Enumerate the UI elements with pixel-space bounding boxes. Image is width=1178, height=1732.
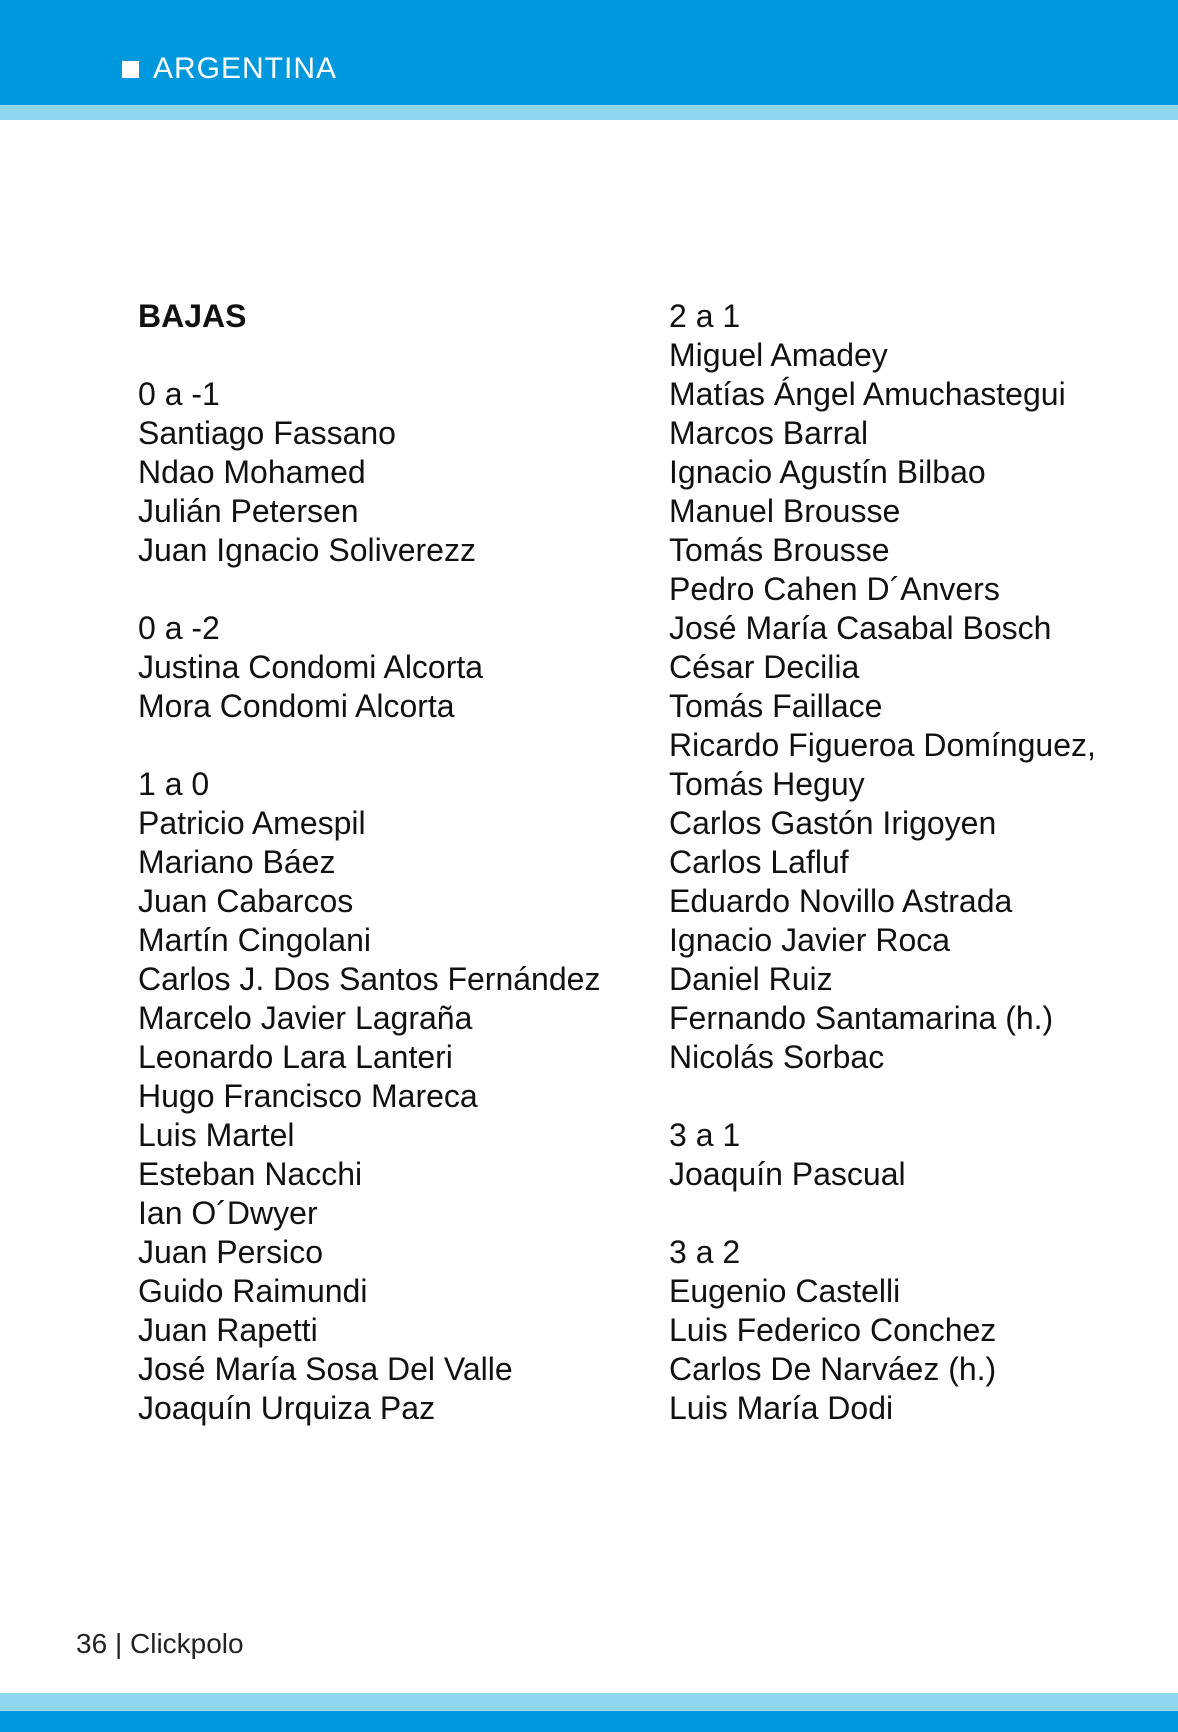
handicap-group bbox=[138, 375, 638, 570]
player-name: Daniel Ruiz bbox=[669, 961, 833, 997]
footer-band bbox=[0, 1711, 1178, 1732]
handicap-change-label: 3 a 2 bbox=[669, 1234, 741, 1270]
player-name: Carlos J. Dos Santos Fernández bbox=[138, 961, 601, 997]
player-name: César Decilia bbox=[669, 649, 860, 685]
handicap-change-label: 0 a -1 bbox=[138, 376, 220, 412]
player-name: Santiago Fassano bbox=[138, 415, 396, 451]
player-name: Carlos Gastón Irigoyen bbox=[669, 805, 997, 841]
player-name: Luis Martel bbox=[138, 1117, 295, 1153]
player-name: Ricardo Figueroa Domínguez, bbox=[669, 727, 1096, 763]
player-name: Miguel Amadey bbox=[669, 337, 888, 373]
player-name: Tomás Heguy bbox=[669, 766, 865, 802]
player-name: Leonardo Lara Lanteri bbox=[138, 1039, 453, 1075]
player-name: Julián Petersen bbox=[138, 493, 359, 529]
footer-separator: | bbox=[114, 1628, 123, 1659]
player-name: Eduardo Novillo Astrada bbox=[669, 883, 1013, 919]
handicap-change-label: 3 a 1 bbox=[669, 1117, 741, 1153]
player-name: Eugenio Castelli bbox=[669, 1273, 901, 1309]
handicap-change-label: 2 a 1 bbox=[669, 298, 741, 334]
player-name: Ndao Mohamed bbox=[138, 454, 366, 490]
player-name: Manuel Brousse bbox=[669, 493, 901, 529]
handicap-group bbox=[669, 297, 1149, 1077]
player-name: Tomás Faillace bbox=[669, 688, 883, 724]
player-name: Martín Cingolani bbox=[138, 922, 371, 958]
player-name: Juan Cabarcos bbox=[138, 883, 354, 919]
player-name: Tomás Brousse bbox=[669, 532, 890, 568]
player-name: Ignacio Javier Roca bbox=[669, 922, 951, 958]
handicap-group bbox=[138, 609, 638, 726]
player-name: Marcelo Javier Lagraña bbox=[138, 1000, 473, 1036]
player-name: Patricio Amespil bbox=[138, 805, 366, 841]
player-name: Juan Rapetti bbox=[138, 1312, 318, 1348]
header-square-icon bbox=[122, 61, 139, 78]
page-footer bbox=[76, 1627, 244, 1661]
publication-name: Clickpolo bbox=[130, 1628, 244, 1659]
player-name: Mariano Báez bbox=[138, 844, 336, 880]
player-name: Luis Federico Conchez bbox=[669, 1312, 997, 1348]
handicap-group bbox=[138, 765, 638, 1428]
player-name: Luis María Dodi bbox=[669, 1390, 894, 1426]
section-title: BAJAS bbox=[138, 298, 247, 334]
right-column bbox=[669, 297, 1149, 1428]
player-name: Carlos De Narváez (h.) bbox=[669, 1351, 997, 1387]
player-name: Carlos Lafluf bbox=[669, 844, 849, 880]
player-name: Justina Condomi Alcorta bbox=[138, 649, 484, 685]
left-groups bbox=[138, 375, 638, 1428]
header-stripe bbox=[0, 105, 1178, 120]
handicap-change-label: 0 a -2 bbox=[138, 610, 220, 646]
player-name: Pedro Cahen D´Anvers bbox=[669, 571, 1000, 607]
player-name: Joaquín Urquiza Paz bbox=[138, 1390, 436, 1426]
player-name: Matías Ángel Amuchastegui bbox=[669, 376, 1066, 412]
player-name: Joaquín Pascual bbox=[669, 1156, 906, 1192]
section-header-title: ARGENTINA bbox=[153, 52, 338, 85]
player-name: Mora Condomi Alcorta bbox=[138, 688, 455, 724]
handicap-group bbox=[669, 1116, 1149, 1194]
player-name: Ian O´Dwyer bbox=[138, 1195, 318, 1231]
player-name: Fernando Santamarina (h.) bbox=[669, 1000, 1054, 1036]
player-name: Marcos Barral bbox=[669, 415, 869, 451]
footer-stripe bbox=[0, 1693, 1178, 1711]
player-name: Hugo Francisco Mareca bbox=[138, 1078, 478, 1114]
player-name: Esteban Nacchi bbox=[138, 1156, 363, 1192]
handicap-change-label: 1 a 0 bbox=[138, 766, 210, 802]
player-name: José María Casabal Bosch bbox=[669, 610, 1052, 646]
right-groups bbox=[669, 297, 1149, 1428]
player-name: Juan Ignacio Soliverezz bbox=[138, 532, 476, 568]
page-number: 36 bbox=[76, 1628, 108, 1659]
player-name: José María Sosa Del Valle bbox=[138, 1351, 513, 1387]
left-column bbox=[138, 297, 638, 1428]
player-name: Nicolás Sorbac bbox=[669, 1039, 885, 1075]
player-name: Guido Raimundi bbox=[138, 1273, 368, 1309]
player-name: Juan Persico bbox=[138, 1234, 323, 1270]
player-name: Ignacio Agustín Bilbao bbox=[669, 454, 986, 490]
handicap-group bbox=[669, 1233, 1149, 1428]
